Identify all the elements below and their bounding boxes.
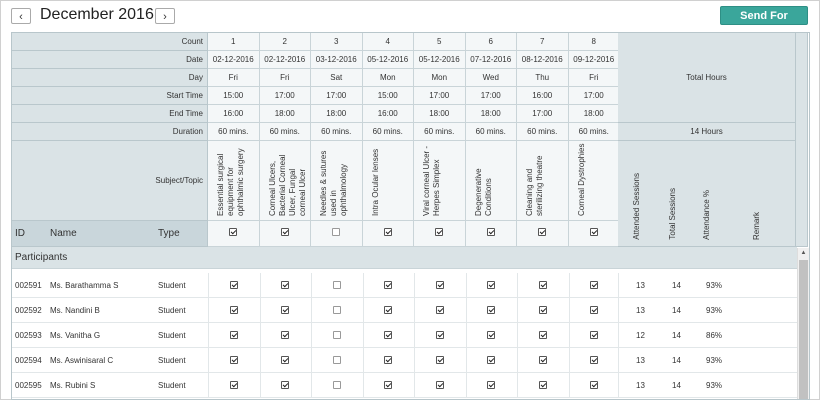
session-count: 2 xyxy=(260,33,312,51)
session-select-all xyxy=(363,221,415,247)
next-month-button[interactable] xyxy=(155,8,175,24)
session-end: 18:00 xyxy=(414,105,466,123)
session-end: 18:00 xyxy=(311,105,363,123)
session-date: 08-12-2016 xyxy=(517,51,569,69)
session-duration: 60 mins. xyxy=(311,123,363,141)
session-select-all-checkbox[interactable] xyxy=(435,228,443,236)
participant-type: Student xyxy=(158,281,186,290)
attendance-sheet xyxy=(11,32,810,400)
participant-column-header xyxy=(12,221,208,247)
row-label-count: Count xyxy=(12,33,208,51)
participant-name: Ms. Barathamma S xyxy=(50,281,119,290)
session-select-all xyxy=(569,221,621,247)
attendance-checkbox[interactable] xyxy=(230,331,238,339)
table-row xyxy=(12,323,797,348)
session-topic: Cleaning and sterilizing theatre xyxy=(525,155,544,216)
attended-count: 13 xyxy=(636,306,645,315)
attendance-checkbox[interactable] xyxy=(487,356,495,364)
attendance-checkbox[interactable] xyxy=(590,381,598,389)
session-select-all-checkbox[interactable] xyxy=(590,228,598,236)
session-count: 4 xyxy=(363,33,415,51)
session-end: 17:00 xyxy=(517,105,569,123)
session-day: Mon xyxy=(363,69,415,87)
total-sessions-count: 14 xyxy=(672,331,681,340)
attendance-checkbox[interactable] xyxy=(539,356,547,364)
total-sessions-header: Total Sessions xyxy=(668,188,677,240)
attended-count: 13 xyxy=(636,281,645,290)
attendance-percent: 86% xyxy=(706,331,723,340)
attendance-header: Attendance % xyxy=(702,190,711,240)
participant-id: 002595 xyxy=(15,381,42,390)
session-day: Fri xyxy=(260,69,312,87)
participant-type: Student xyxy=(158,331,186,340)
session-date: 05-12-2016 xyxy=(414,51,466,69)
session-duration: 60 mins. xyxy=(363,123,415,141)
attendance-checkbox[interactable] xyxy=(436,356,444,364)
session-topic-cell xyxy=(208,141,260,221)
session-topic: Needles & sutures used in ophthalmology xyxy=(319,150,348,216)
session-select-all-checkbox[interactable] xyxy=(229,228,237,236)
attendance-checkbox[interactable] xyxy=(384,356,392,364)
session-select-all-checkbox[interactable] xyxy=(332,228,340,236)
attendance-checkbox[interactable] xyxy=(333,306,341,314)
attendance-checkbox[interactable] xyxy=(230,281,238,289)
participant-id: 002592 xyxy=(15,306,42,315)
summary-separator xyxy=(618,323,619,348)
participant-type: Student xyxy=(158,306,186,315)
header-right-gutter xyxy=(796,33,808,247)
scroll-up-icon[interactable]: ▲ xyxy=(800,250,807,256)
session-day: Mon xyxy=(414,69,466,87)
session-start: 15:00 xyxy=(363,87,415,105)
remark-header: Remark xyxy=(752,211,761,240)
session-duration: 60 mins. xyxy=(208,123,260,141)
session-duration: 60 mins. xyxy=(414,123,466,141)
attendance-percent: 93% xyxy=(706,381,723,390)
session-day: Wed xyxy=(466,69,518,87)
session-topic-cell xyxy=(363,141,415,221)
session-topic: Corneal Dystrophies xyxy=(576,143,586,216)
attendance-checkbox[interactable] xyxy=(333,331,341,339)
session-duration: 60 mins. xyxy=(260,123,312,141)
total-hours-label: Total Hours xyxy=(618,33,796,123)
attendance-checkbox[interactable] xyxy=(281,331,289,339)
session-end: 16:00 xyxy=(363,105,415,123)
month-title: December 2016 xyxy=(40,6,154,23)
session-start: 17:00 xyxy=(260,87,312,105)
total-sessions-count: 14 xyxy=(672,306,681,315)
attendance-checkbox[interactable] xyxy=(230,356,238,364)
participant-name: Ms. Aswinisaral C xyxy=(50,356,114,365)
attendance-percent: 93% xyxy=(706,281,723,290)
participant-type: Student xyxy=(158,381,186,390)
session-start: 15:00 xyxy=(208,87,260,105)
summary-separator xyxy=(618,373,619,398)
chevron-left-icon: ‹ xyxy=(19,11,23,23)
row-label-date: Date xyxy=(12,51,208,69)
session-topic: Degenerative Conditions xyxy=(473,168,493,216)
session-count: 7 xyxy=(517,33,569,51)
session-count: 8 xyxy=(569,33,621,51)
attendance-checkbox[interactable] xyxy=(384,331,392,339)
session-select-all-checkbox[interactable] xyxy=(384,228,392,236)
chevron-right-icon: › xyxy=(163,11,167,23)
session-start: 17:00 xyxy=(414,87,466,105)
total-sessions-count: 14 xyxy=(672,281,681,290)
participants-section-label: Participants xyxy=(12,247,797,269)
attendance-checkbox[interactable] xyxy=(281,281,289,289)
session-date: 03-12-2016 xyxy=(311,51,363,69)
attendance-checkbox[interactable] xyxy=(539,381,547,389)
attended-count: 12 xyxy=(636,331,645,340)
attended-count: 13 xyxy=(636,381,645,390)
session-topic-cell xyxy=(517,141,569,221)
attendance-checkbox[interactable] xyxy=(590,356,598,364)
session-count: 6 xyxy=(466,33,518,51)
attendance-checkbox[interactable] xyxy=(539,281,547,289)
session-select-all xyxy=(260,221,312,247)
vertical-scrollbar[interactable] xyxy=(797,248,809,399)
session-topic-cell xyxy=(311,141,363,221)
session-topic: Essential surgical equipment for ophthalmic surgery xyxy=(216,148,245,216)
session-topic-cell xyxy=(466,141,518,221)
column-header-type: Type xyxy=(158,228,180,239)
session-select-all-checkbox[interactable] xyxy=(487,228,495,236)
session-count: 1 xyxy=(208,33,260,51)
attended-sessions-header: Attended Sessions xyxy=(632,173,641,240)
total-hours-value: 14 Hours xyxy=(618,123,796,141)
attendance-checkbox[interactable] xyxy=(281,381,289,389)
attendance-checkbox[interactable] xyxy=(384,306,392,314)
session-select-all-checkbox[interactable] xyxy=(281,228,289,236)
attendance-checkbox[interactable] xyxy=(436,331,444,339)
attendance-checkbox[interactable] xyxy=(590,331,598,339)
attended-count: 13 xyxy=(636,356,645,365)
participant-id: 002591 xyxy=(15,281,42,290)
summary-separator xyxy=(618,348,619,373)
session-duration: 60 mins. xyxy=(517,123,569,141)
attendance-checkbox[interactable] xyxy=(436,306,444,314)
column-header-id: ID xyxy=(15,228,25,239)
total-sessions-count: 14 xyxy=(672,356,681,365)
row-label-subject: Subject/Topic xyxy=(12,141,208,221)
attendance-checkbox[interactable] xyxy=(487,306,495,314)
session-date: 09-12-2016 xyxy=(569,51,621,69)
participant-name: Ms. Vanitha G xyxy=(50,331,101,340)
attendance-checkbox[interactable] xyxy=(487,331,495,339)
table-row xyxy=(12,348,797,373)
session-day: Sat xyxy=(311,69,363,87)
attendance-percent: 93% xyxy=(706,306,723,315)
attendance-checkbox[interactable] xyxy=(590,281,598,289)
attendance-percent: 93% xyxy=(706,356,723,365)
row-label-duration: Duration xyxy=(12,123,208,141)
table-row xyxy=(12,273,797,298)
session-start: 17:00 xyxy=(311,87,363,105)
attendance-checkbox[interactable] xyxy=(436,381,444,389)
row-label-end: End Time xyxy=(12,105,208,123)
attendance-checkbox[interactable] xyxy=(230,306,238,314)
session-select-all xyxy=(414,221,466,247)
session-date: 05-12-2016 xyxy=(363,51,415,69)
session-count: 5 xyxy=(414,33,466,51)
attendance-checkbox[interactable] xyxy=(333,356,341,364)
session-select-all xyxy=(517,221,569,247)
session-select-all-checkbox[interactable] xyxy=(538,228,546,236)
summary-separator xyxy=(618,298,619,323)
row-label-day: Day xyxy=(12,69,208,87)
session-end: 16:00 xyxy=(208,105,260,123)
session-end: 18:00 xyxy=(260,105,312,123)
participant-type: Student xyxy=(158,356,186,365)
attendance-checkbox[interactable] xyxy=(384,381,392,389)
session-topic: Intra Ocular lenses xyxy=(370,148,380,216)
session-duration: 60 mins. xyxy=(466,123,518,141)
session-topic: Viral corneal Ulcer - Herpes Simplex xyxy=(422,145,441,216)
attendance-checkbox[interactable] xyxy=(436,281,444,289)
session-end: 18:00 xyxy=(569,105,621,123)
attendance-checkbox[interactable] xyxy=(487,281,495,289)
session-topic-cell xyxy=(569,141,621,221)
attendance-checkbox[interactable] xyxy=(487,381,495,389)
summary-separator xyxy=(618,273,619,298)
session-select-all xyxy=(311,221,363,247)
session-day: Fri xyxy=(569,69,621,87)
attendance-checkbox[interactable] xyxy=(281,306,289,314)
prev-month-button[interactable] xyxy=(11,8,31,24)
attendance-checkbox[interactable] xyxy=(333,281,341,289)
attendance-checkbox[interactable] xyxy=(230,381,238,389)
summary-column-headers xyxy=(618,141,796,247)
participant-name: Ms. Rubini S xyxy=(50,381,96,390)
table-row xyxy=(12,373,797,398)
attendance-checkbox[interactable] xyxy=(281,356,289,364)
session-date: 02-12-2016 xyxy=(208,51,260,69)
participant-id: 002593 xyxy=(15,331,42,340)
session-topic-cell xyxy=(414,141,466,221)
participant-id: 002594 xyxy=(15,356,42,365)
session-date: 02-12-2016 xyxy=(260,51,312,69)
session-day: Fri xyxy=(208,69,260,87)
attendance-checkbox[interactable] xyxy=(384,281,392,289)
session-topic: Corneal Ulcers, Bacterial Corneal Ulcer, Fungal corneal Ulcer xyxy=(267,154,307,216)
session-end: 18:00 xyxy=(466,105,518,123)
session-select-all xyxy=(466,221,518,247)
row-label-start: Start Time xyxy=(12,87,208,105)
attendance-checkbox[interactable] xyxy=(333,381,341,389)
participant-name: Ms. Nandini B xyxy=(50,306,100,315)
scrollbar-thumb[interactable] xyxy=(799,260,808,399)
session-duration: 60 mins. xyxy=(569,123,621,141)
session-select-all xyxy=(208,221,260,247)
session-date: 07-12-2016 xyxy=(466,51,518,69)
total-sessions-count: 14 xyxy=(672,381,681,390)
table-row xyxy=(12,298,797,323)
column-header-name: Name xyxy=(50,228,77,239)
session-start: 16:00 xyxy=(517,87,569,105)
session-day: Thu xyxy=(517,69,569,87)
attendance-checkbox[interactable] xyxy=(539,331,547,339)
session-count: 3 xyxy=(311,33,363,51)
session-topic-cell xyxy=(260,141,312,221)
session-start: 17:00 xyxy=(466,87,518,105)
attendance-checkbox[interactable] xyxy=(590,306,598,314)
session-start: 17:00 xyxy=(569,87,621,105)
send-for-approval-button[interactable]: Send For xyxy=(720,6,808,25)
attendance-checkbox[interactable] xyxy=(539,306,547,314)
